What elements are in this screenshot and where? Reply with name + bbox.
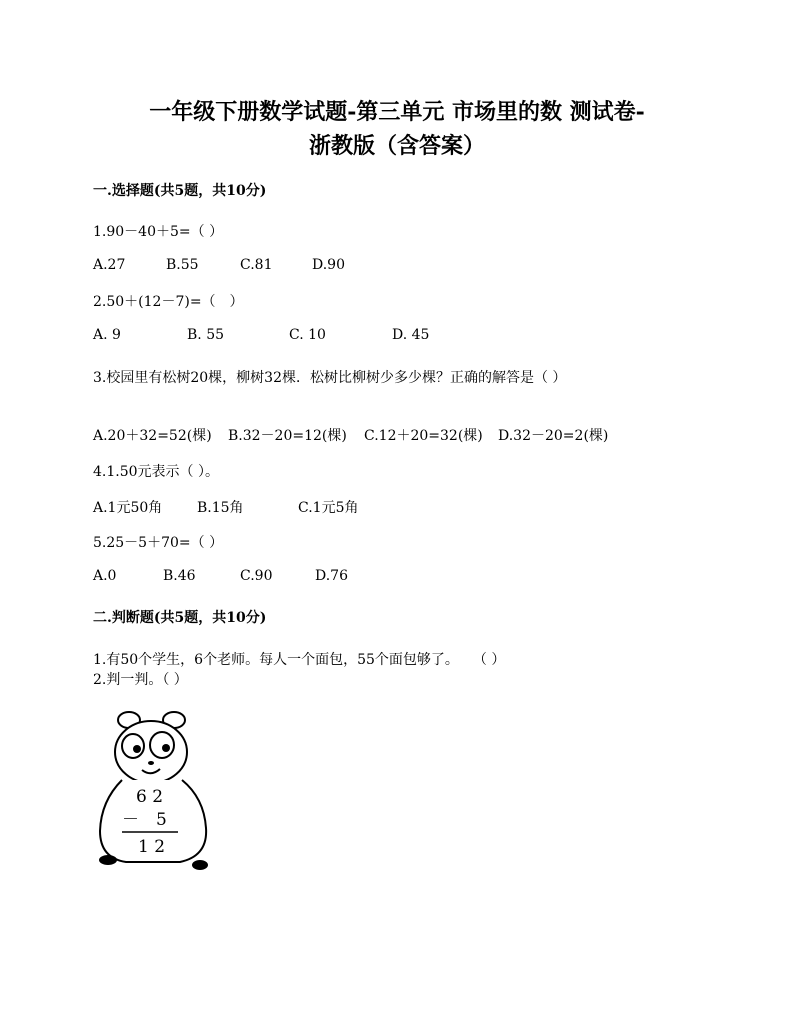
panda-illustration [96, 706, 212, 876]
q1-option-c: C.81 [240, 257, 273, 273]
q4-option-c: C.1元5角 [298, 500, 359, 516]
q2-option-b: B. 55 [187, 327, 225, 343]
question-5: 5.25－5＋70=（ ） [93, 535, 224, 551]
judgment-question-2: 2.判一判。（ ） [93, 672, 188, 688]
question-3: 3.校园里有松树20棵，柳树32棵．松树比柳树少多少棵？正确的解答是（ ） [93, 370, 567, 386]
panda-minus-sign: － [122, 810, 139, 830]
q5-option-c: C.90 [240, 568, 273, 584]
q3-option-d: D.32－20=2(棵) [498, 428, 609, 444]
question-4: 4.1.50元表示（ ）。 [93, 464, 219, 480]
question-2: 2.50＋(12－7)=（ ） [93, 294, 244, 310]
q5-option-d: D.76 [315, 568, 348, 584]
panda-right-pupil [162, 744, 170, 752]
q2-option-d: D. 45 [392, 327, 430, 343]
q3-option-b: B.32－20=12(棵) [228, 428, 347, 444]
q2-option-c: C. 10 [289, 327, 326, 343]
panda-left-eye-patch [122, 734, 144, 758]
panda-right-foot [192, 860, 208, 870]
q3-option-c: C.12＋20=32(棵) [364, 428, 483, 444]
panda-left-foot [99, 855, 117, 865]
panda-subtrahend: 5 [156, 810, 167, 830]
judgment-question-1: 1.有50个学生，6个老师。每人一个面包，55个面包够了。 （ ） [93, 652, 506, 668]
q4-option-a: A.1元50角 [93, 500, 163, 516]
q1-option-d: D.90 [312, 257, 345, 273]
panda-minuend: 6 2 [136, 787, 164, 807]
panda-nose [148, 761, 154, 765]
q1-option-b: B.55 [166, 257, 199, 273]
section-heading-choice: 一.选择题(共5题，共10分) [93, 183, 267, 199]
q5-option-b: B.46 [163, 568, 196, 584]
question-1: 1.90－40＋5=（ ） [93, 224, 224, 240]
document-title-line-1: 一年级下册数学试题-第三单元 市场里的数 测试卷- [149, 99, 645, 125]
q2-option-a: A. 9 [93, 327, 121, 343]
q5-option-a: A.0 [93, 568, 117, 584]
q1-option-a: A.27 [93, 257, 126, 273]
q3-option-a: A.20＋32=52(棵) [93, 428, 212, 444]
document-title-line-2: 浙教版（含答案） [308, 133, 485, 159]
q4-option-b: B.15角 [197, 500, 244, 516]
panda-result: 1 2 [138, 837, 166, 857]
panda-left-pupil [133, 745, 141, 753]
section-heading-judgment: 二.判断题(共5题，共10分) [93, 610, 267, 626]
panda-right-eye-patch [150, 732, 174, 758]
